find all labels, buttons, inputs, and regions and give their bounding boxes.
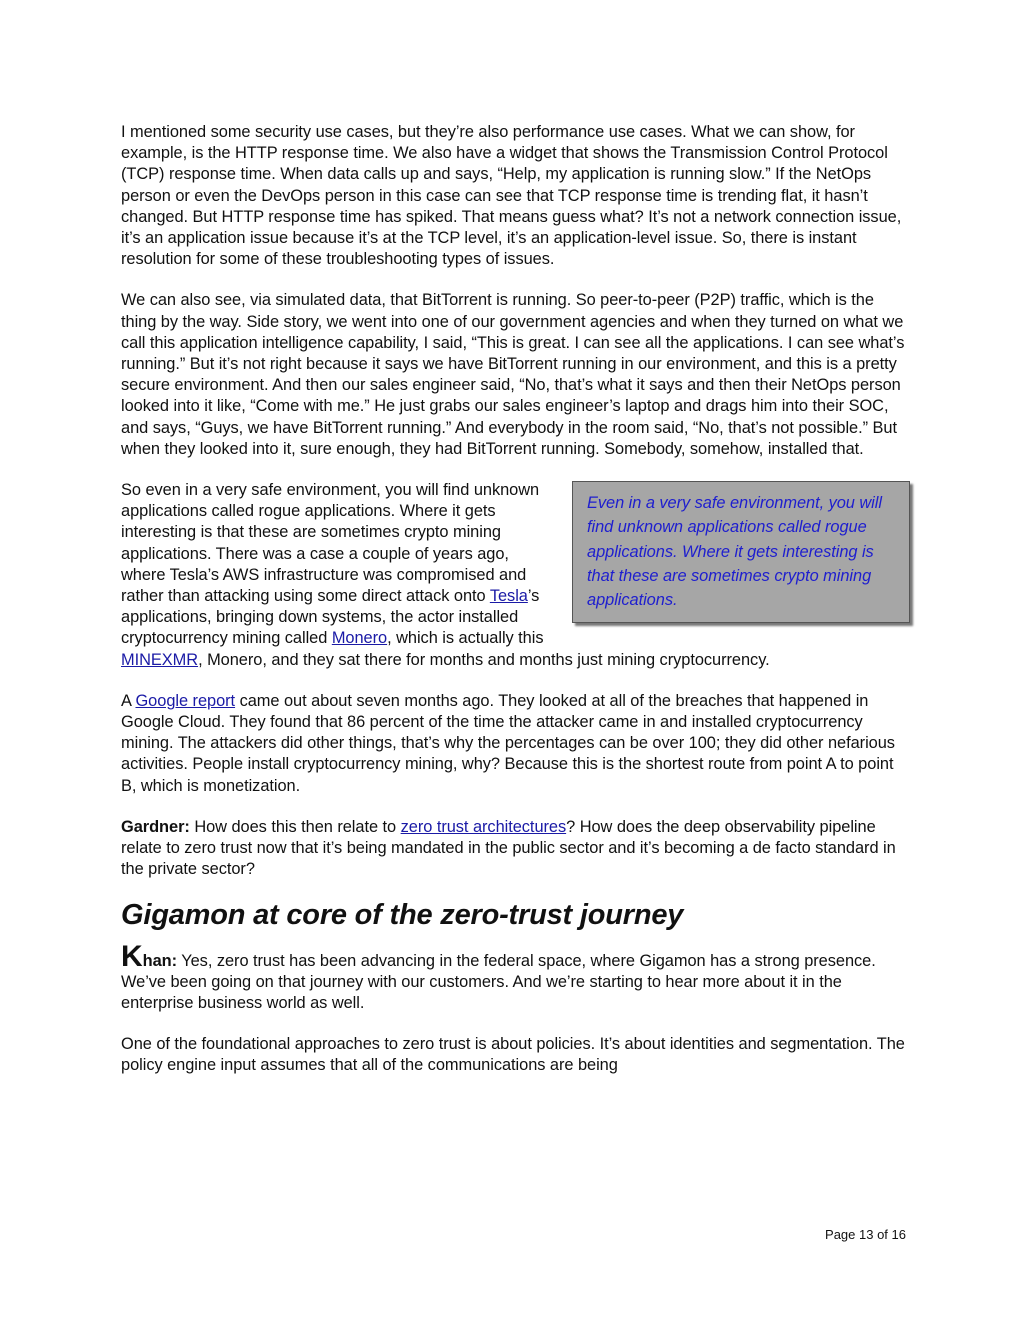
callout-section xyxy=(121,480,911,671)
text-segment: ’s applications, bringing down systems, the actor installed cryptocurrency mining called xyxy=(121,587,540,648)
link-monero[interactable]: Monero xyxy=(331,629,388,648)
link-zero-trust-architectures[interactable]: zero trust architectures xyxy=(400,817,567,836)
speaker-khan: han: xyxy=(142,951,178,970)
text-segment: ? How does the deep observability pipeline relate to zero trust now that it’s being mandated in the public sector and it’s becoming a de facto standard in the private sector? xyxy=(121,817,896,879)
paragraph-bittorrent-story: We can also see, via simulated data, that BitTorrent is running. So peer-to-peer (P2P) traffic, which is the thing by the way. Side story, we went into one of our government agencies and when they turned on what we call this application intelligence capability, I said, “This is great. I can see all the applications. I can see what’s running.” But it’s not right because it says we have BitTorrent running in our environment, and this is a pretty secure environment. And then our sales engineer said, “No, that’s what it says and then their NetOps person looked into it like, “Come with me.” He just grabs our sales engineer’s laptop and drags him into their SOC, and says, “Guys, we have BitTorrent running.” And everybody in the room said, “No, that’s not possible.” But when they looked into it, sure enough, they had BitTorrent running. Somebody, somehow, installed that. xyxy=(121,291,905,458)
text-segment: came out about seven months ago. They looked at all of the breaches that happened in Google Cloud. They found that 86 percent of the time the attacker came in and installed cryptocurrency mining. The attackers did other things, that’s why the percentages can be over 100; they did other nefarious activities. People install cryptocurrency mining, why? Because this is the shortest route from point A to point B, which is monetization. xyxy=(121,691,895,795)
section-heading: Gigamon at core of the zero-trust journey xyxy=(121,898,684,931)
text-segment: How does this then relate to xyxy=(189,817,401,836)
paragraph-google-report xyxy=(121,691,911,797)
link-tesla[interactable]: Tesla xyxy=(489,587,528,606)
text-segment: Yes, zero trust has been advancing in the federal space, where Gigamon has a strong presence. We’ve been going on that journey with our customers. And we’re starting to hear more about it in the enterprise business world as well. xyxy=(121,951,876,1012)
text-segment: So even in a very safe environment, you will find unknown applications called rogue applications. Where it gets interesting is that these are sometimes crypto mining applications. There was a case a couple of years ago, where Tesla’s AWS infrastructure was compromised and rather than attacking using some direct attack onto xyxy=(121,481,540,606)
document-page xyxy=(121,122,911,1077)
link-minexmr[interactable]: MINEXMR xyxy=(121,650,199,669)
text-segment: , Monero, and they sat there for months and months just mining cryptocurrency. xyxy=(198,650,770,669)
pull-quote-box xyxy=(572,481,910,622)
link-google-report[interactable]: Google report xyxy=(135,691,236,710)
text-segment: , which is actually this xyxy=(387,629,544,648)
pull-quote-text: Even in a very safe environment, you will find unknown applications called rogue applications. Where it gets interesting is that these are sometimes crypto mining applications. xyxy=(587,494,882,610)
speaker-gardner: Gardner: xyxy=(121,817,190,836)
paragraph-khan-answer xyxy=(121,939,911,1015)
page-number: Page 13 of 16 xyxy=(825,1227,906,1242)
paragraph-gardner-question xyxy=(121,817,911,881)
drop-cap-letter: K xyxy=(121,939,143,973)
paragraph-zero-trust-policies: One of the foundational approaches to zero trust is about policies. It’s about identities and segmentation. The policy engine input assumes that all of the communications are being xyxy=(121,1035,905,1075)
paragraph-performance-use-cases: I mentioned some security use cases, but they’re also performance use cases. What we can show, for example, is the HTTP response time. We also have a widget that shows the Transmission Control Protocol (TCP) response time. When data calls up and says, “Help, my application is running slow.” If the NetOps person or even the DevOps person in this case can see that TCP response time is trending flat, it hasn’t changed. But HTTP response time has spiked. That means guess what? It’s not a network connection issue, it’s an application issue because it’s at the TCP level, it’s an application-level issue. So, there is instant resolution for some of these troubleshooting types of issues. xyxy=(121,123,902,269)
text-segment: A xyxy=(121,691,136,710)
